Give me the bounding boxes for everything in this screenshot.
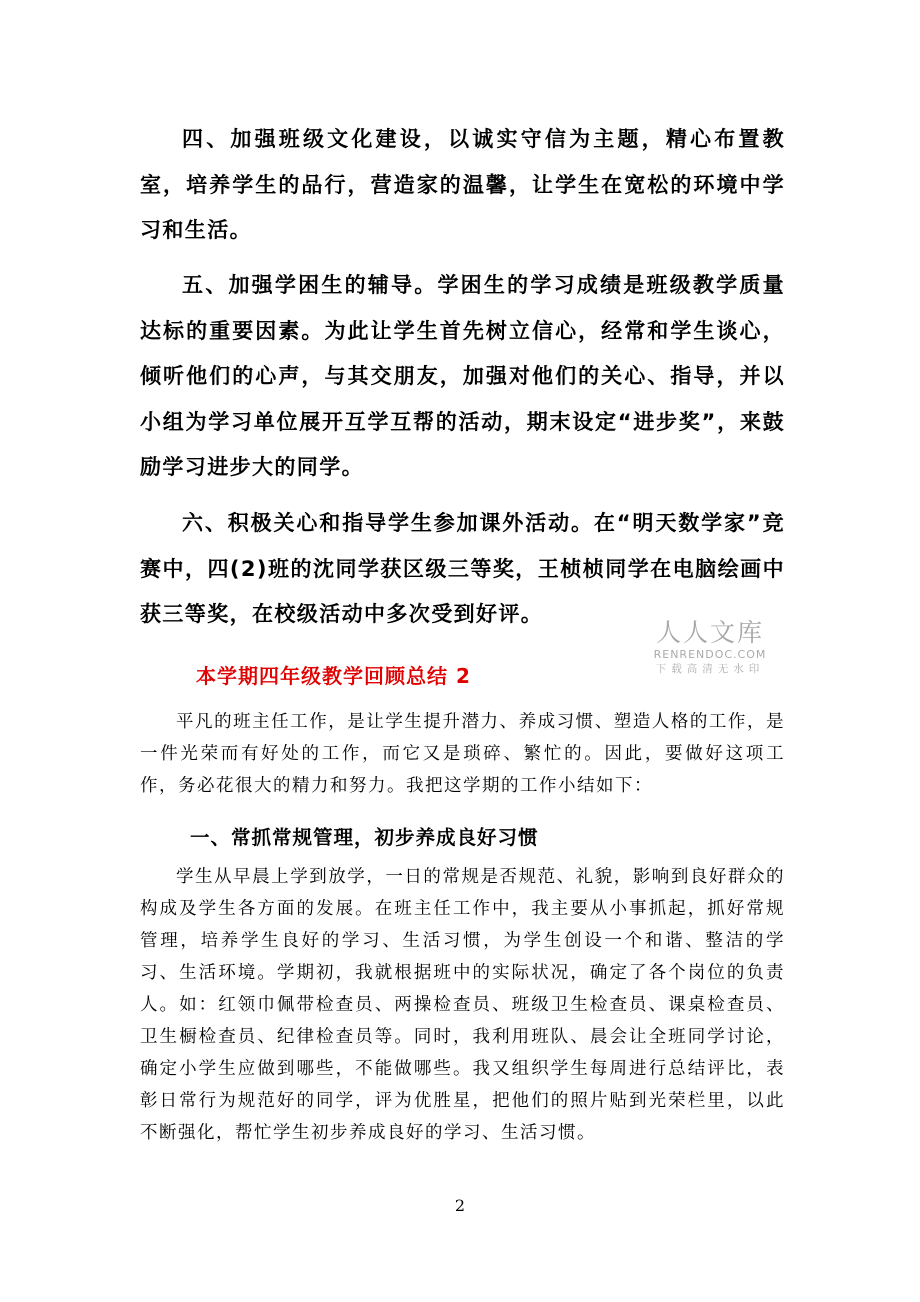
watermark-domain: RENRENDOC.COM [653,648,767,661]
renrendoc-watermark [646,618,774,676]
paragraph-culture-building: 四、加强班级文化建设，以诚实守信为主题，精心布置教室，培养学生的品行，营造家的温馨，让学生在宽松的环境中学习和生活。 [140,127,785,242]
intro-paragraph: 平凡的班主任工作，是让学生提升潜力、养成习惯、塑造人格的工作，是一件光荣而有好处的工作，而它又是琐碎、繁忙的。因此，要做好这项工作，务必花很大的精力和努力。我把这学期的工作小结如下： [140,712,785,796]
body-paragraph-routine: 学生从早晨上学到放学，一日的常规是否规范、礼貌，影响到良好群众的构成及学生各方面的发展。在班主任工作中，我主要从小事抓起，抓好常规管理，培养学生良好的学习、生活习惯，为学生创设一个和谐、整洁的学习、生活环境。学期初，我就根据班中的实际状况，确定了各个岗位的负责人。如：红领巾佩带检查员、两操检查员、班级卫生检查员、课桌检查员、卫生橱检查员、纪律检查员等。同时，我利用班队、晨会让全班同学讨论，确定小学生应做到哪些，不能做哪些。我又组织学生每周进行总结评比，表彰日常行为规范好的同学，评为优胜星，把他们的照片贴到光荣栏里，以此不断强化，帮忙学生初步养成良好的学习、生活习惯。 [140,867,785,1143]
paragraph-struggling-students: 五、加强学困生的辅导。学困生的学习成绩是班级教学质量达标的重要因素。为此让学生首先树立信心，经常和学生谈心，倾听他们的心声，与其交朋友，加强对他们的关心、指导，并以小组为学习单位展开互学互帮的活动，期末设定“进步奖”，来鼓励学习进步大的同学。 [140,273,785,479]
section-title: 本学期四年级教学回顾总结 2 [196,664,471,688]
watermark-title: 人人文库 [655,618,764,647]
watermark-slogan: 下载高清无水印 [655,663,765,675]
page-number: 2 [454,1196,466,1215]
subheading-routine-management: 一、常抓常规管理，初步养成良好习惯 [190,826,539,849]
paragraph-extracurricular: 六、积极关心和指导学生参加课外活动。在“明天数学家”竞赛中，四(2)班的沈同学获区级三等奖，王桢桢同学在电脑绘画中获三等奖，在校级活动中多次受到好评。 [140,511,785,626]
